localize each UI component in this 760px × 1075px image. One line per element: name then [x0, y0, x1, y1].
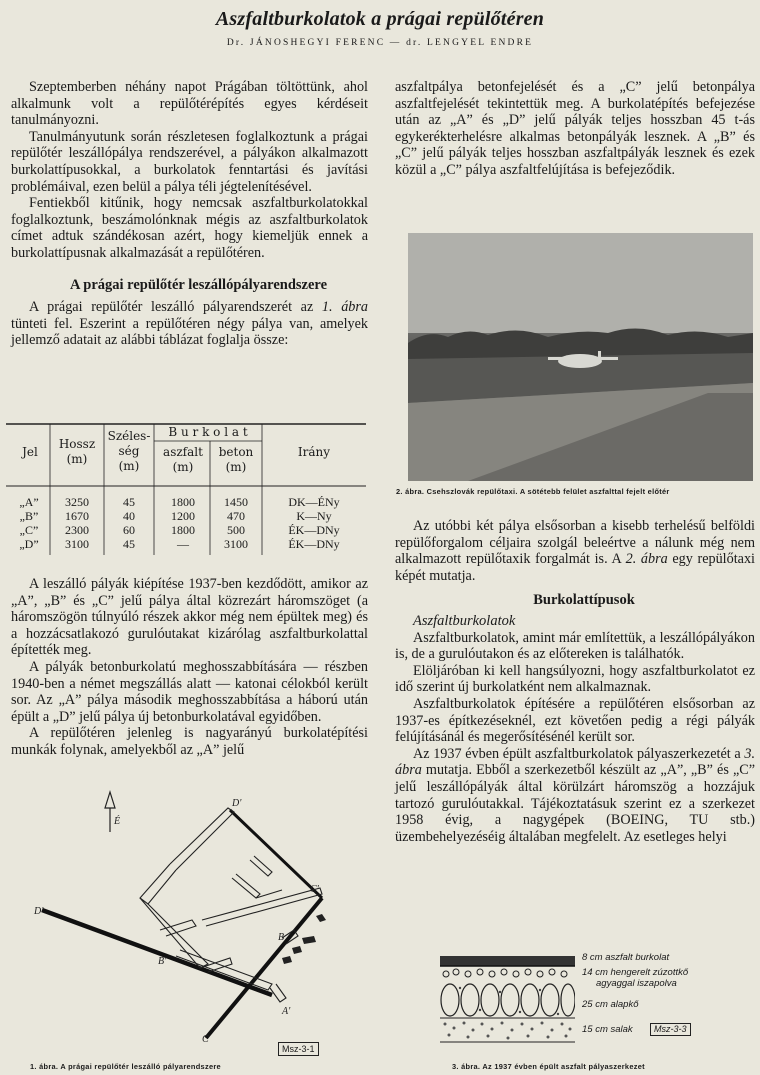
paragraph: Az utóbbi két pálya elsősorban a kisebb terhelésű belföldi repülőforgalom céljaira szolgál beleértve a nálunk még nem alkalmazott repülőtaxik forgalmát is. A 2. ábra egy repülőtaxi képét mutatja. — [395, 518, 755, 584]
authors-line: Dr. JÁNOSHEGYI FERENC — dr. LENGYEL ENDRE — [226, 38, 534, 48]
th-irany: Irány — [297, 445, 331, 459]
label-b: B — [278, 932, 285, 943]
layer-label: agyaggal iszapolva — [596, 978, 677, 989]
label-a: A' — [282, 1006, 291, 1017]
table-row: „D” 3100 45 — 3100 ÉK—DNy — [19, 537, 340, 551]
label-d-prime: D' — [232, 798, 242, 809]
label-c-prime: C' — [310, 884, 319, 895]
section-heading: Burkolattípusok — [533, 592, 635, 609]
layer-diagram — [440, 952, 575, 1048]
photo-scene — [408, 233, 753, 481]
figure-2-photo — [408, 233, 753, 481]
paragraph: A prágai repülőtér leszálló pályarendszerét az 1. ábra tünteti fel. Eszerint a repülőtéren négy pálya van, amelyek jellemző adatait az alábbi táblázat foglalja össze: — [11, 299, 368, 349]
layer-label: 14 cm hengerelt zúzottkő — [582, 967, 689, 978]
right-column-lower — [395, 518, 755, 845]
table-row: „A” 3250 45 1800 1450 DK—ÉNy — [19, 495, 340, 509]
page-title: Aszfaltburkolatok a prágai repülőtéren — [215, 8, 545, 30]
figure-1-stamp: Msz-3-1 — [278, 1042, 319, 1056]
th-beton: beton (m) — [218, 445, 254, 474]
figure-3-cross-section — [440, 952, 760, 1052]
table-row: „B” 1670 40 1200 470 K—Ny — [19, 509, 332, 523]
layer-labels — [582, 952, 742, 1035]
paragraph: Aszfaltburkolatok építésére a repülőtéren elsősorban az 1937-es építkezéseknél, ezt követően pedig a régi pályák felújításánál és megerősítésénél került sor. — [395, 695, 755, 746]
table-body — [4, 495, 368, 551]
figure-3-stamp: Msz-3-3 — [650, 1023, 691, 1036]
figure-1-runway-map — [20, 780, 360, 1060]
th-jel: Jel — [22, 445, 38, 459]
label-d: D' — [34, 906, 44, 917]
th-hossz: Hossz (m) — [58, 437, 96, 466]
subsection-heading: Aszfaltburkolatok — [413, 612, 516, 629]
left-column — [11, 79, 368, 349]
runway-b-outline — [170, 808, 234, 870]
runway-a-line — [42, 910, 272, 995]
figure-2-caption: 2. ábra. Csehszlovák repülőtaxi. A sötétebb felület aszfalttal fejelt előtér — [396, 487, 670, 496]
right-column-top — [395, 79, 755, 179]
label-b-prime: B' — [158, 956, 167, 967]
runway-d-extension — [230, 810, 322, 898]
layer-label: 15 cm salak Msz-3-3 — [582, 1024, 742, 1035]
section-heading: A prágai repülőtér leszállópályarendszere — [69, 276, 328, 293]
figure-3-caption: 3. ábra. Az 1937 évben épült aszfalt pályaszerkezet — [452, 1062, 645, 1071]
th-szelesseg: Széles- ség (m) — [107, 429, 151, 473]
left-column-lower — [11, 576, 368, 759]
paragraph: aszfaltpálya betonfejelését és a „C” jelű betonpálya aszfaltfejelését tekintettük meg. A burkolatépítés befejezése után az „A” és „D” jelű pályák teljes hosszban 45 t-ás egykerékterhelésre alkalmas betonpályák lesznek. A „B” és „C” jelű pályák teljes hosszban aszfaltpályák lesznek és ezek közül a „C” pálya aszfaltfelújítása is befejeződik. — [395, 79, 755, 178]
paragraph: A repülőtéren jelenleg is nagyarányú burkolatépítési munkák folynak, amelyekből az „A” jelű — [11, 725, 368, 758]
label-c: C — [202, 1034, 209, 1045]
layer-label: 8 cm aszfalt burkolat — [582, 952, 670, 963]
layer-label: 25 cm alapkő — [582, 999, 639, 1010]
paragraph: Szeptemberben néhány napot Prágában töltöttünk, ahol alkalmunk volt a repülőtérépítés egyes kérdéseit tanulmányozni. — [11, 79, 368, 129]
paragraph: Aszfaltburkolatok, amint már említettük, a leszállópályákon is, de a gurulóutakon és az előtereken is találhatók. — [395, 629, 755, 663]
paragraph: Elöljáróban ki kell hangsúlyozni, hogy aszfaltburkolatot ez idő szerint új burkolatként nem alkalmaznak. — [395, 662, 755, 696]
table-row: „C” 2300 60 1800 500 ÉK—DNy — [19, 523, 340, 537]
paragraph: Az 1937 évben épült aszfaltburkolatok pályaszerkezetét a 3. ábra mutatja. Ebből a szerkezetből készült az „A”, „B” és „C” jelű leszállópályák által körülzárt háromszög a hozzájuk tartozó gurulóutakkal. Tájékoztatásuk szerint ez a szerkezet 1958 évig, a nagygépek (BOEING, TU stb.) üzembehelyezéséig általában megfelelt. Az esetleges helyi — [395, 745, 755, 845]
paragraph: Tanulmányutunk során részletesen foglalkoztunk a prágai repülőtér leszállópálya rendszerével, a pályákon alkalmazott burkolattípusokkal, a burkolatok fenntartási és javítási problémáival, ezen belül a pálya téli jégtelenítésével. — [11, 128, 368, 195]
paragraph: A pályák betonburkolatú meghosszabbítására — részben 1940-ben a német megszállás alatt — katonai célokból került sor. Az „A” pálya második meghosszabbítása a háború után épült a „D” jelű pálya új betonburkolatával egyidőben. — [11, 658, 368, 725]
north-label: É — [114, 816, 121, 827]
paragraph: Fentiekből kitűnik, hogy nemcsak aszfaltburkolatokkal foglalkoztunk, beszámolónknak mégis az aszfaltburkolatok címet adtuk szándékosan azért, hogy kiemeljük ennek a burkolattípusnak alkalmazását a repülőtéren. — [11, 195, 368, 261]
figure-1-caption: 1. ábra. A prágai repülőtér leszálló pályarendszere — [30, 1062, 221, 1071]
runway-d-line — [206, 898, 322, 1038]
th-aszfalt: aszfalt (m) — [163, 445, 203, 474]
paragraph: A leszálló pályák kiépítése 1937-ben kezdődött, amikor az „A”, „B” és „C” jelű pálya által közrezárt háromszöget (a háromszögön túlnyúló részek akkor még nem épültek meg) és a hozzácsatlakozó gurulóutakat kizárólag aszfaltburkolattal építették meg. — [11, 576, 368, 659]
runway-diagram — [20, 780, 360, 1045]
th-burkolat: B u r k o l a t — [168, 425, 248, 439]
